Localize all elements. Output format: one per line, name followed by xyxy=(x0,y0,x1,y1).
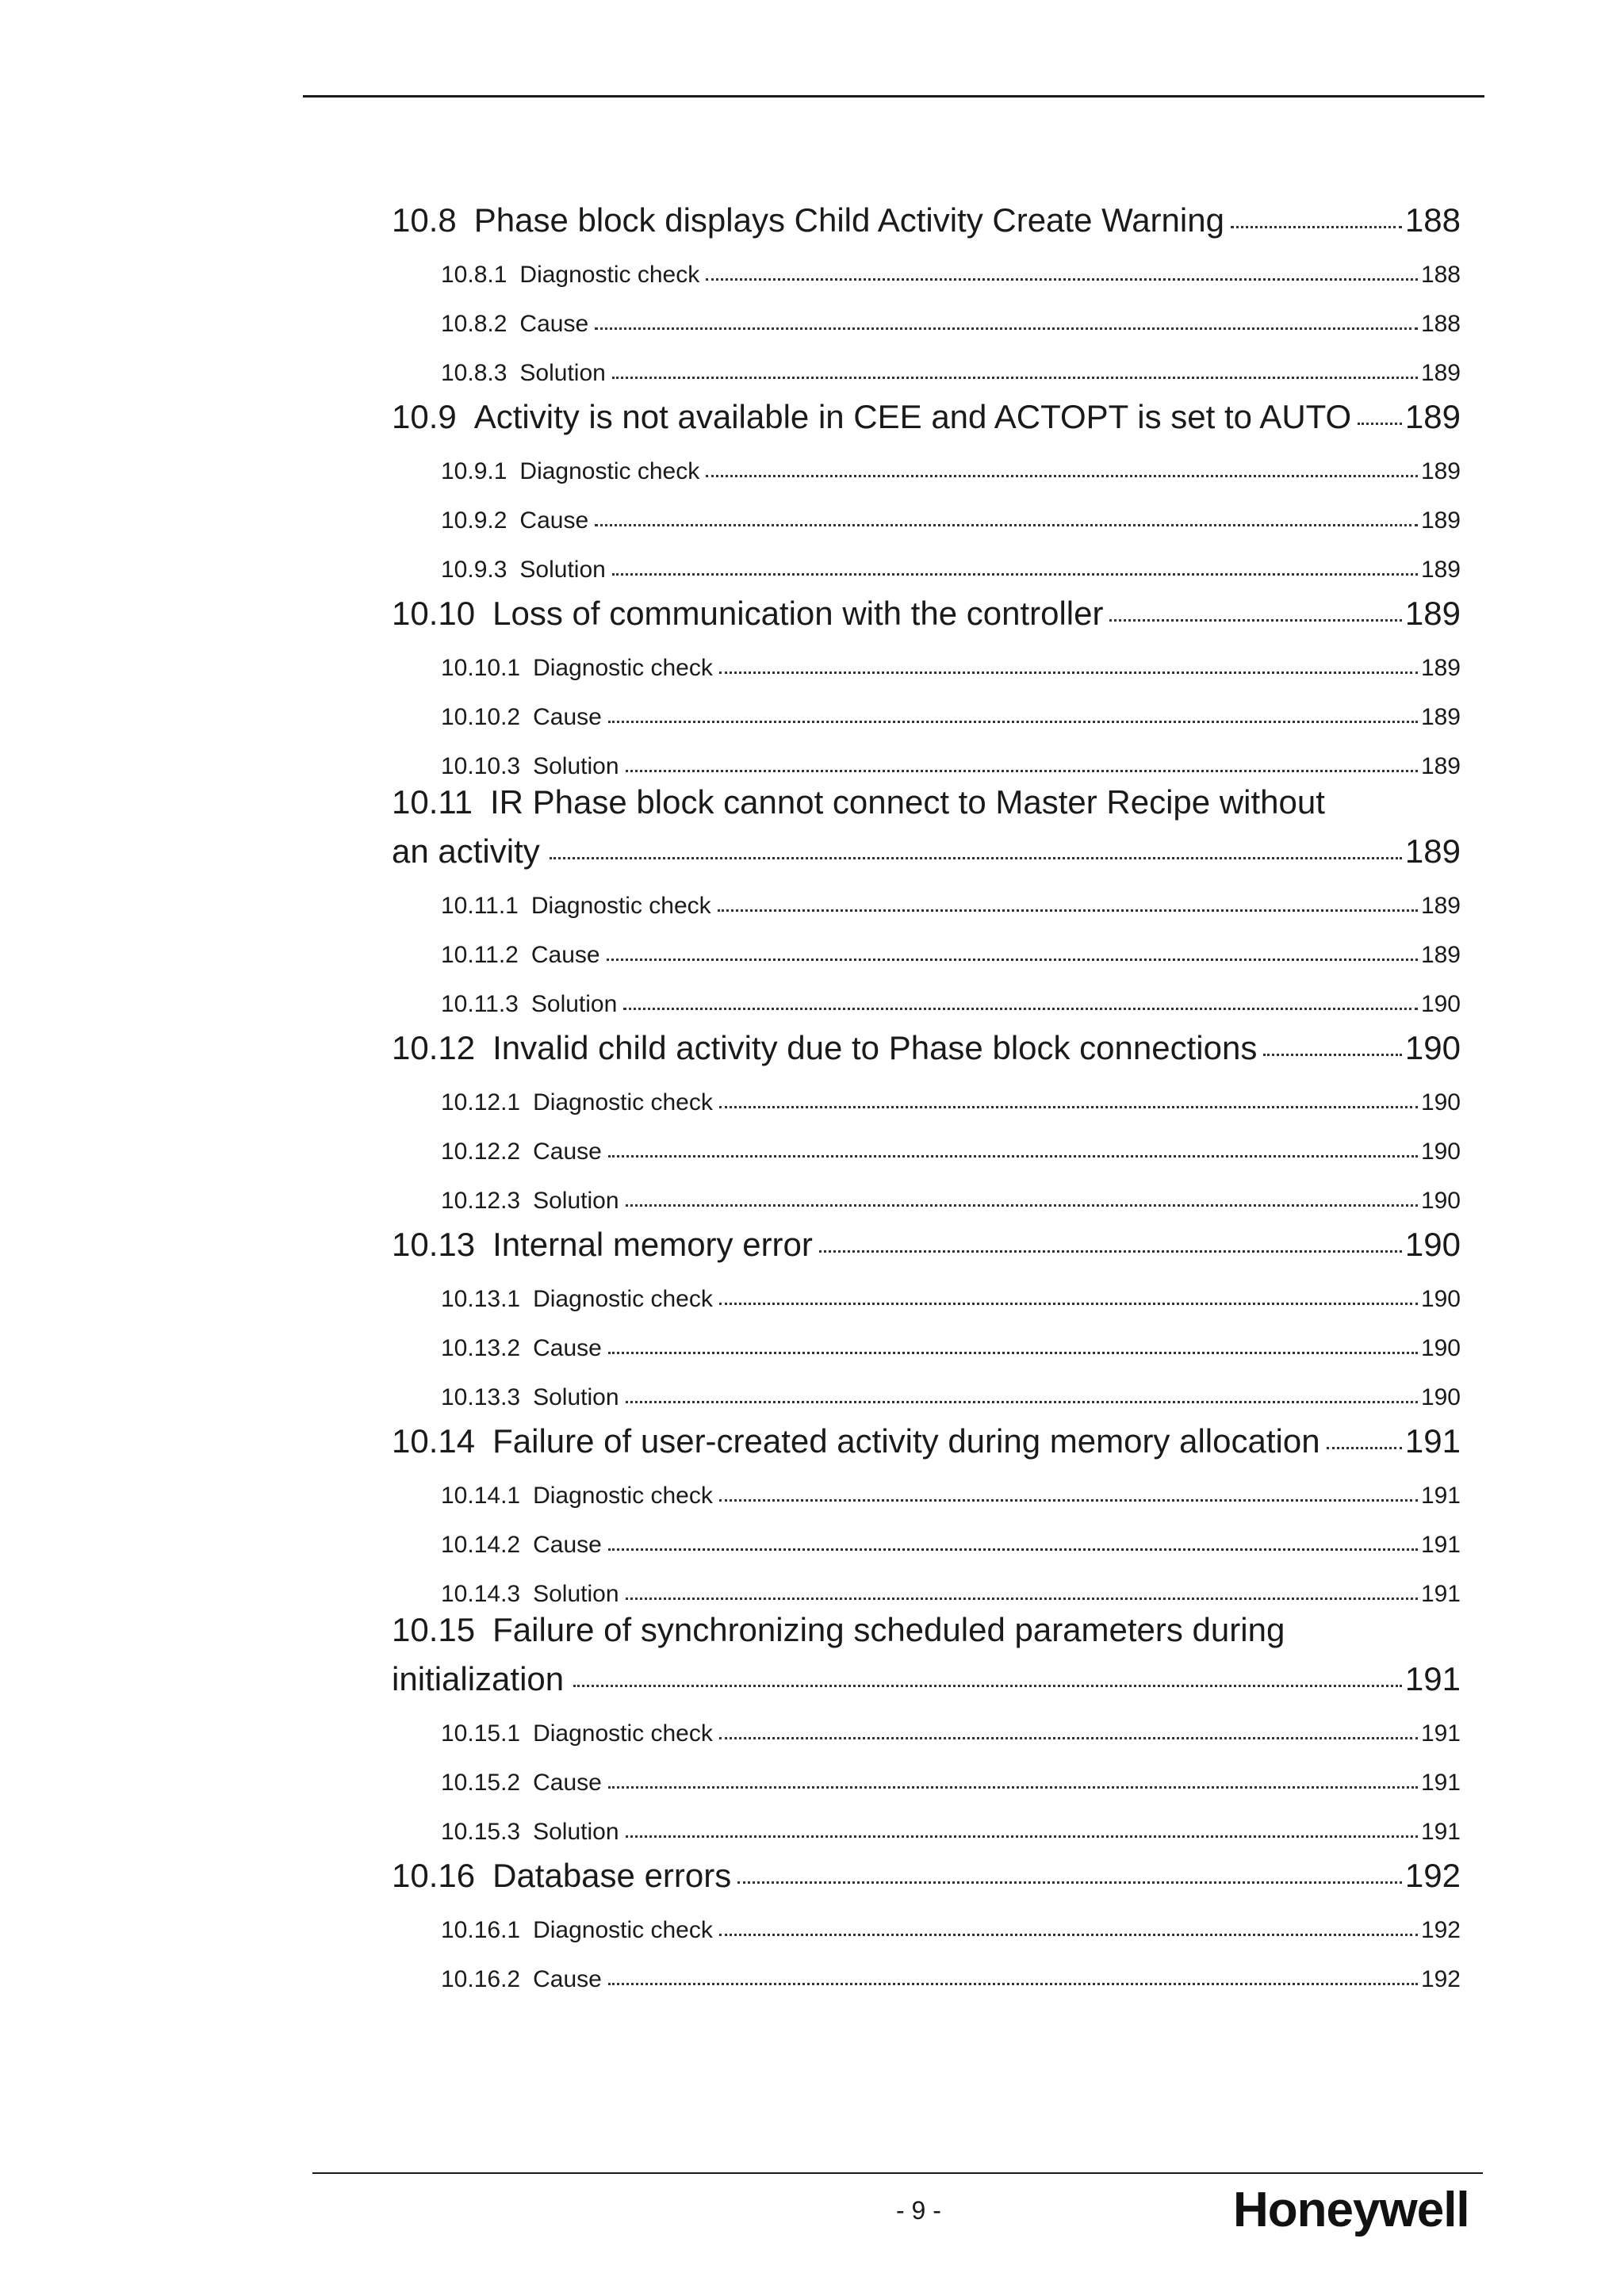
toc-subentry[interactable] xyxy=(392,338,1461,387)
toc-entry-title-continued: an activity xyxy=(392,832,540,870)
toc-subentry[interactable] xyxy=(392,1510,1461,1559)
toc-entry-page: 188 xyxy=(1420,262,1461,288)
toc-entry-number: 10.15 xyxy=(392,1611,476,1648)
dot-leader xyxy=(612,377,1418,379)
toc-entry-page: 189 xyxy=(1420,942,1461,968)
toc-subentry[interactable] xyxy=(392,1067,1461,1116)
toc-entry-number: 10.10 xyxy=(392,595,476,632)
toc-entry-title: Activity is not available in CEE and ACTOPT is set to AUTO xyxy=(473,398,1352,435)
toc-subentry[interactable] xyxy=(392,1264,1461,1313)
toc-entry-page: 190 xyxy=(1404,1029,1461,1066)
toc-entry-title: Diagnostic check xyxy=(533,1720,713,1747)
toc-entry-title: Cause xyxy=(533,1138,602,1165)
dot-leader xyxy=(719,672,1418,674)
toc-subentry[interactable] xyxy=(392,731,1461,780)
toc-entry-title: Diagnostic check xyxy=(530,893,711,919)
toc-subentry[interactable] xyxy=(392,1797,1461,1846)
dot-leader xyxy=(573,1685,1402,1687)
toc-subentry[interactable] xyxy=(392,239,1461,289)
toc-entry-page: 192 xyxy=(1420,1966,1461,1992)
toc-entry-title: Solution xyxy=(533,753,619,779)
toc-entry-title: Cause xyxy=(519,311,589,337)
toc-entry-title: Solution xyxy=(530,991,618,1017)
toc-subentry[interactable] xyxy=(392,534,1461,584)
toc-entry-page: 190 xyxy=(1420,1138,1461,1165)
toc-entry-number: 10.16 xyxy=(392,1857,476,1894)
toc-entry-title: Solution xyxy=(533,1819,619,1845)
dot-leader xyxy=(626,1835,1418,1838)
toc-entry-page: 191 xyxy=(1420,1770,1461,1796)
toc-entry-title: Solution xyxy=(519,557,606,583)
toc-entry-title: IR Phase block cannot connect to Master Recipe without xyxy=(490,783,1325,821)
toc-entry-title: Solution xyxy=(519,360,606,386)
toc-entry-title: Database errors xyxy=(492,1857,732,1894)
dot-leader xyxy=(550,857,1402,859)
toc-entry-number: 10.8.2 xyxy=(441,311,508,337)
toc-entry-page: 190 xyxy=(1420,1286,1461,1312)
toc-entry-page: 192 xyxy=(1420,1917,1461,1943)
toc-entry-number: 10.8.1 xyxy=(441,262,508,288)
toc-subentry[interactable] xyxy=(392,1165,1461,1215)
toc-subentry[interactable] xyxy=(392,920,1461,969)
toc-subentry[interactable] xyxy=(392,1362,1461,1411)
toc-entry[interactable] xyxy=(392,1018,1461,1067)
toc-entry-page: 191 xyxy=(1420,1581,1461,1607)
toc-entry-title: Phase block displays Child Activity Create Warning xyxy=(473,201,1224,239)
toc-entry-title-continued: initialization xyxy=(392,1660,565,1697)
dot-leader xyxy=(608,721,1418,723)
page-number: - 9 - xyxy=(896,2196,941,2225)
toc-entry[interactable] xyxy=(392,1215,1461,1264)
toc-entry-page: 191 xyxy=(1420,1819,1461,1845)
dot-leader xyxy=(737,1881,1402,1884)
toc-entry-title: Diagnostic check xyxy=(519,458,700,484)
toc-entry-number: 10.14.3 xyxy=(441,1581,521,1607)
toc-subentry[interactable] xyxy=(392,1944,1461,1993)
dot-leader xyxy=(719,1303,1418,1305)
toc-entry-number: 10.11 xyxy=(392,783,473,821)
toc-entry-number: 10.8.3 xyxy=(441,360,508,386)
dot-leader xyxy=(1327,1447,1402,1449)
toc-entry-page: 189 xyxy=(1404,398,1461,435)
toc-entry[interactable] xyxy=(392,780,1461,871)
toc-entry-number: 10.16.1 xyxy=(441,1917,521,1943)
dot-leader xyxy=(719,1106,1418,1108)
toc-entry-page: 188 xyxy=(1404,201,1461,239)
toc-entry-page: 189 xyxy=(1420,655,1461,681)
toc-subentry[interactable] xyxy=(392,969,1461,1018)
toc-entry-page: 191 xyxy=(1420,1532,1461,1558)
toc-entry-number: 10.15.3 xyxy=(441,1819,521,1845)
header-rule xyxy=(303,95,1484,98)
toc-entry-title: Cause xyxy=(519,507,589,534)
toc-subentry[interactable] xyxy=(392,871,1461,920)
toc-entry-number: 10.9 xyxy=(392,398,457,435)
toc-entry-number: 10.14 xyxy=(392,1422,476,1460)
toc-entry-title: Diagnostic check xyxy=(533,1089,713,1115)
dot-leader xyxy=(608,1983,1418,1985)
dot-leader xyxy=(1231,226,1402,228)
toc-entry-number: 10.15.2 xyxy=(441,1770,521,1796)
toc-entry-number: 10.14.2 xyxy=(441,1532,521,1558)
toc-entry-page: 188 xyxy=(1420,311,1461,337)
toc-entry-title: Cause xyxy=(533,704,602,730)
toc-subentry[interactable] xyxy=(392,289,1461,338)
dot-leader xyxy=(608,1155,1418,1158)
toc-entry-page: 189 xyxy=(1404,832,1461,870)
toc-entry-title: Invalid child activity due to Phase block connections xyxy=(492,1029,1258,1066)
toc-entry-title: Internal memory error xyxy=(492,1226,813,1263)
toc-entry-page: 189 xyxy=(1420,704,1461,730)
toc-entry-page: 189 xyxy=(1420,557,1461,583)
toc-entry-page: 190 xyxy=(1420,1188,1461,1214)
toc-entry-title: Failure of synchronizing scheduled parameters during xyxy=(492,1611,1285,1648)
dot-leader xyxy=(718,909,1418,912)
toc-entry-number: 10.13.1 xyxy=(441,1286,521,1312)
dot-leader xyxy=(595,524,1418,526)
toc-entry-number: 10.11.2 xyxy=(441,942,519,968)
toc-entry-number: 10.14.1 xyxy=(441,1483,521,1509)
toc-entry-page: 190 xyxy=(1420,1335,1461,1361)
dot-leader xyxy=(1358,423,1402,425)
toc-entry-number: 10.13 xyxy=(392,1226,476,1263)
toc-entry[interactable] xyxy=(392,1608,1461,1698)
dot-leader xyxy=(719,1499,1418,1502)
toc-entry-number: 10.9.3 xyxy=(441,557,508,583)
toc-subentry[interactable] xyxy=(392,485,1461,534)
toc-entry-number: 10.11.3 xyxy=(441,991,519,1017)
toc-entry-number: 10.11.1 xyxy=(441,893,519,919)
toc-entry-number: 10.16.2 xyxy=(441,1966,521,1992)
toc-entry[interactable] xyxy=(392,387,1461,436)
toc-subentry[interactable] xyxy=(392,1460,1461,1510)
toc-entry-number: 10.10.3 xyxy=(441,753,521,779)
toc-entry[interactable] xyxy=(392,190,1461,239)
toc-entry-title: Cause xyxy=(533,1532,602,1558)
toc-entry-page: 190 xyxy=(1420,1089,1461,1115)
dot-leader xyxy=(608,1786,1418,1789)
toc-subentry[interactable] xyxy=(392,1895,1461,1944)
toc-entry-page: 190 xyxy=(1404,1226,1461,1263)
dot-leader xyxy=(623,1008,1418,1010)
dot-leader xyxy=(706,278,1418,281)
dot-leader xyxy=(607,959,1418,961)
honeywell-logo: Honeywell xyxy=(1233,2183,1469,2237)
toc-entry-number: 10.9.2 xyxy=(441,507,508,534)
toc-entry-title: Cause xyxy=(533,1335,602,1361)
toc-entry-title: Solution xyxy=(533,1188,619,1214)
toc-entry-number: 10.15.1 xyxy=(441,1720,521,1747)
toc-entry-number: 10.13.2 xyxy=(441,1335,521,1361)
toc-entry-number: 10.12.1 xyxy=(441,1089,521,1115)
toc-entry-number: 10.13.3 xyxy=(441,1384,521,1410)
dot-leader xyxy=(719,1737,1418,1739)
dot-leader xyxy=(626,1401,1418,1403)
dot-leader xyxy=(626,1204,1418,1207)
dot-leader xyxy=(1263,1054,1402,1056)
toc-subentry[interactable] xyxy=(392,1698,1461,1747)
toc-entry-number: 10.12.3 xyxy=(441,1188,521,1214)
toc-entry-number: 10.10.1 xyxy=(441,655,521,681)
toc-entry-title: Failure of user-created activity during memory allocation xyxy=(492,1422,1320,1460)
toc-subentry[interactable] xyxy=(392,436,1461,485)
toc-entry[interactable] xyxy=(392,1846,1461,1895)
dot-leader xyxy=(612,573,1418,576)
toc-subentry[interactable] xyxy=(392,1313,1461,1362)
toc-entry-title: Cause xyxy=(533,1770,602,1796)
toc-entry-title: Cause xyxy=(530,942,600,968)
toc-entry-title: Cause xyxy=(533,1966,602,1992)
dot-leader xyxy=(719,1934,1418,1936)
toc-entry[interactable] xyxy=(392,1411,1461,1460)
toc-entry-page: 190 xyxy=(1420,1384,1461,1410)
toc-entry-page: 191 xyxy=(1420,1483,1461,1509)
dot-leader xyxy=(819,1250,1402,1253)
dot-leader xyxy=(706,475,1418,477)
toc-entry-number: 10.12 xyxy=(392,1029,476,1066)
toc-entry-title: Solution xyxy=(533,1384,619,1410)
toc-entry-page: 189 xyxy=(1420,507,1461,534)
toc-entry-number: 10.9.1 xyxy=(441,458,508,484)
toc-entry[interactable] xyxy=(392,584,1461,633)
toc-entry-title: Diagnostic check xyxy=(533,1483,713,1509)
toc-entry-title: Diagnostic check xyxy=(533,655,713,681)
toc-entry-page: 189 xyxy=(1420,893,1461,919)
toc-entry-number: 10.10.2 xyxy=(441,704,521,730)
dot-leader xyxy=(608,1352,1418,1354)
toc-entry-page: 191 xyxy=(1404,1422,1461,1460)
dot-leader xyxy=(1109,619,1401,622)
toc-entry-page: 191 xyxy=(1404,1660,1461,1697)
toc-entry-page: 189 xyxy=(1420,360,1461,386)
toc-entry-title: Diagnostic check xyxy=(533,1917,713,1943)
toc-subentry[interactable] xyxy=(392,1116,1461,1165)
toc-subentry[interactable] xyxy=(392,1747,1461,1797)
toc-entry-page: 189 xyxy=(1420,458,1461,484)
toc-subentry[interactable] xyxy=(392,682,1461,731)
toc-entry-number: 10.12.2 xyxy=(441,1138,521,1165)
toc-entry-page: 192 xyxy=(1404,1857,1461,1894)
toc-subentry[interactable] xyxy=(392,633,1461,682)
toc-entry-title: Solution xyxy=(533,1581,619,1607)
toc-entry-page: 190 xyxy=(1420,991,1461,1017)
toc-entry-title: Diagnostic check xyxy=(533,1286,713,1312)
toc-entry-page: 189 xyxy=(1420,753,1461,779)
dot-leader xyxy=(595,327,1418,330)
toc-entry-title: Diagnostic check xyxy=(519,262,700,288)
toc-entry-page: 189 xyxy=(1404,595,1461,632)
table-of-contents xyxy=(392,190,1461,1993)
dot-leader xyxy=(626,1598,1418,1600)
toc-entry-page: 191 xyxy=(1420,1720,1461,1747)
dot-leader xyxy=(608,1548,1418,1551)
dot-leader xyxy=(626,770,1418,772)
footer-rule xyxy=(312,2172,1483,2174)
toc-entry-title: Loss of communication with the controller xyxy=(492,595,1104,632)
toc-subentry[interactable] xyxy=(392,1559,1461,1608)
toc-entry-number: 10.8 xyxy=(392,201,457,239)
